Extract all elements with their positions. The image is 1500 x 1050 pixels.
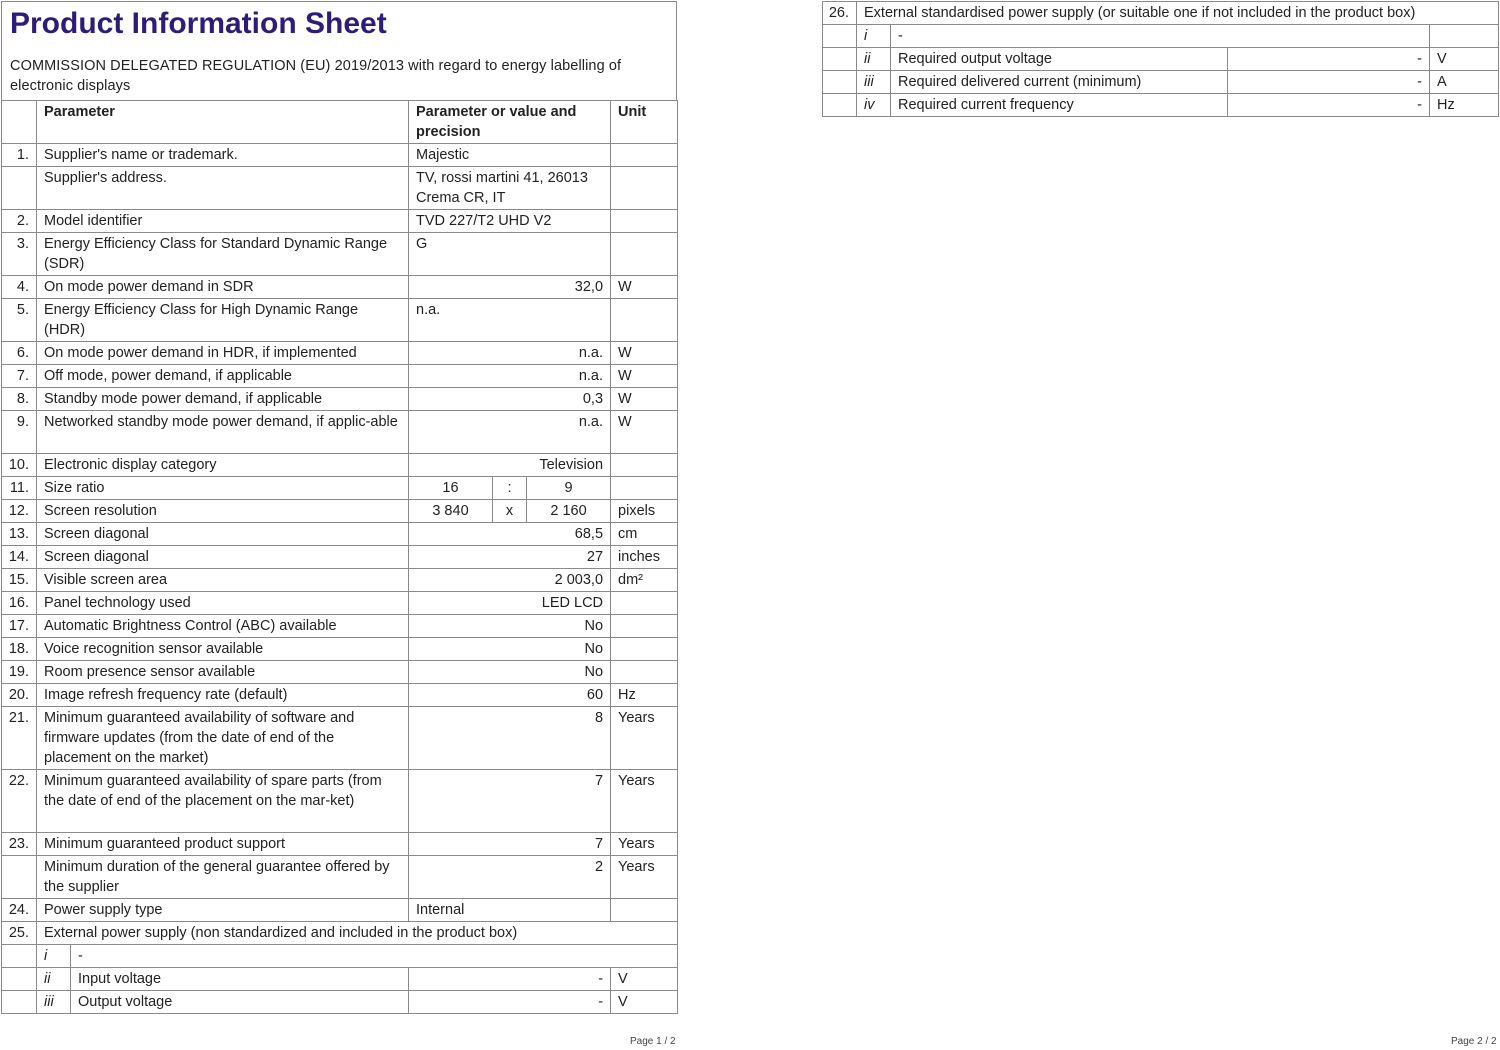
row-unit: V [611, 968, 678, 991]
row-number-blank [2, 991, 37, 1014]
row-number: 14. [2, 546, 37, 569]
sub-index: iii [857, 71, 891, 94]
row-value: - [1228, 48, 1430, 71]
row-unit: Years [611, 707, 678, 770]
table-row [2, 592, 678, 615]
row-number-blank [823, 94, 857, 117]
row-parameter: Visible screen area [37, 569, 409, 592]
row-value: Television [409, 454, 611, 477]
row-number: 18. [2, 638, 37, 661]
row-number: 22. [2, 770, 37, 833]
row-parameter: Room presence sensor available [37, 661, 409, 684]
row-unit: Years [611, 770, 678, 833]
sub-index: i [857, 25, 891, 48]
row-parameter: Energy Efficiency Class for High Dynamic Range (HDR) [37, 299, 409, 342]
row-unit: V [611, 991, 678, 1014]
row-parameter: Supplier's address. [37, 167, 409, 210]
row-parameter: On mode power demand in HDR, if implemented [37, 342, 409, 365]
table-row [2, 661, 678, 684]
row-unit [611, 299, 678, 342]
row-unit: W [611, 411, 678, 454]
row-unit [611, 899, 678, 922]
row-number: 16. [2, 592, 37, 615]
row-parameter: On mode power demand in SDR [37, 276, 409, 299]
row-value: - [409, 968, 611, 991]
row-parameter: Voice recognition sensor available [37, 638, 409, 661]
row-parameter: Image refresh frequency rate (default) [37, 684, 409, 707]
row-value: TV, rossi martini 41, 26013 Crema CR, IT [409, 167, 611, 210]
row-unit [611, 233, 678, 276]
row-parameter: Off mode, power demand, if applicable [37, 365, 409, 388]
row-value: TVD 227/T2 UHD V2 [409, 210, 611, 233]
table-subrow [823, 25, 1499, 48]
row-value: 32,0 [409, 276, 611, 299]
table-row [2, 454, 678, 477]
header-num [2, 101, 37, 144]
row-number: 25. [2, 922, 37, 945]
table-row [2, 276, 678, 299]
row-unit: W [611, 388, 678, 411]
row-unit: W [611, 365, 678, 388]
header-value: Parameter or value and precision [409, 101, 611, 144]
row-parameter: Panel technology used [37, 592, 409, 615]
resolution-separator: x [493, 500, 527, 523]
table-row [2, 388, 678, 411]
row-parameter: Required output voltage [891, 48, 1228, 71]
table-row [2, 569, 678, 592]
row-parameter: Required delivered current (minimum) [891, 71, 1228, 94]
table-subrow [823, 48, 1499, 71]
row-number: 20. [2, 684, 37, 707]
table-row [2, 638, 678, 661]
row-unit: inches [611, 546, 678, 569]
row-parameter: Electronic display category [37, 454, 409, 477]
row-parameter: Minimum guaranteed availability of spare parts (from the date of end of the placement on the mar-ket) [37, 770, 409, 833]
page-title: Product Information Sheet [10, 7, 387, 40]
row-number: 1. [2, 144, 37, 167]
row-parameter: Minimum guaranteed availability of software and firmware updates (from the date of end of the placement on the market) [37, 707, 409, 770]
page-2 [822, 1, 1498, 117]
row-unit [611, 167, 678, 210]
row-unit: Years [611, 833, 678, 856]
row-value: Majestic [409, 144, 611, 167]
row-number [2, 856, 37, 899]
row-value: G [409, 233, 611, 276]
row-parameter: Standby mode power demand, if applicable [37, 388, 409, 411]
header-unit: Unit [611, 101, 678, 144]
resolution-width: 3 840 [409, 500, 493, 523]
row-value: No [409, 661, 611, 684]
table-subrow [2, 968, 678, 991]
table-row [2, 500, 678, 523]
sub-index: iv [857, 94, 891, 117]
table-subrow [2, 991, 678, 1014]
header-parameter: Parameter [37, 101, 409, 144]
row-unit: dm² [611, 569, 678, 592]
row-number: 19. [2, 661, 37, 684]
row-parameter: Screen diagonal [37, 546, 409, 569]
page-number-2: Page 2 / 2 [1451, 1036, 1497, 1047]
table-row [2, 411, 678, 454]
row-value: 2 003,0 [409, 569, 611, 592]
page-number-1: Page 1 / 2 [630, 1036, 676, 1047]
ratio-height: 9 [527, 477, 611, 500]
sub-index: ii [37, 968, 71, 991]
row-parameter: - [891, 25, 1430, 48]
row-number: 8. [2, 388, 37, 411]
resolution-height: 2 160 [527, 500, 611, 523]
table-row [2, 922, 678, 945]
table-row [2, 833, 678, 856]
ratio-separator: : [493, 477, 527, 500]
row-value: No [409, 638, 611, 661]
table-row [2, 684, 678, 707]
row-unit: W [611, 342, 678, 365]
row-unit [611, 615, 678, 638]
table-row [2, 144, 678, 167]
table-row [2, 707, 678, 770]
product-info-table [1, 100, 678, 1014]
ratio-width: 16 [409, 477, 493, 500]
row-value: Internal [409, 899, 611, 922]
row-number: 5. [2, 299, 37, 342]
row-value: No [409, 615, 611, 638]
row-parameter: - [71, 945, 678, 968]
row-unit [611, 144, 678, 167]
row-parameter: Minimum duration of the general guarantee offered by the supplier [37, 856, 409, 899]
row-number: 2. [2, 210, 37, 233]
row-value: 7 [409, 770, 611, 833]
row-number: 17. [2, 615, 37, 638]
row-unit: A [1430, 71, 1499, 94]
row-value: LED LCD [409, 592, 611, 615]
row-value: - [1228, 94, 1430, 117]
row-parameter: Screen diagonal [37, 523, 409, 546]
row-number-blank [2, 968, 37, 991]
row-value: 0,3 [409, 388, 611, 411]
table-row [2, 210, 678, 233]
power-supply-table [822, 1, 1499, 117]
row-number: 15. [2, 569, 37, 592]
regulation-subtitle: COMMISSION DELEGATED REGULATION (EU) 2019/2013 with regard to energy labelling of electronic displays [10, 58, 622, 94]
page-1 [1, 1, 677, 1014]
row-unit [611, 661, 678, 684]
row-parameter: Size ratio [37, 477, 409, 500]
row-number: 6. [2, 342, 37, 365]
row-value: n.a. [409, 299, 611, 342]
row-parameter: Output voltage [71, 991, 409, 1014]
row-parameter: Networked standby mode power demand, if applic-able [37, 411, 409, 454]
sub-index: iii [37, 991, 71, 1014]
table-row [2, 167, 678, 210]
row-unit: W [611, 276, 678, 299]
table-row [2, 233, 678, 276]
table-row [2, 365, 678, 388]
table-subrow [823, 94, 1499, 117]
row-number: 24. [2, 899, 37, 922]
table-row [2, 523, 678, 546]
row-unit: Hz [1430, 94, 1499, 117]
table-row [2, 899, 678, 922]
row-value: 7 [409, 833, 611, 856]
table-row [2, 299, 678, 342]
row-number: 7. [2, 365, 37, 388]
table-subrow [823, 71, 1499, 94]
row-value: n.a. [409, 342, 611, 365]
row-unit [611, 210, 678, 233]
row-number: 11. [2, 477, 37, 500]
row-value: 2 [409, 856, 611, 899]
table-row [2, 342, 678, 365]
row-unit: Hz [611, 684, 678, 707]
row-parameter: External standardised power supply (or suitable one if not included in the product box) [857, 2, 1499, 25]
row-parameter: Screen resolution [37, 500, 409, 523]
row-parameter: Required current frequency [891, 94, 1228, 117]
sub-index: ii [857, 48, 891, 71]
row-number: 26. [823, 2, 857, 25]
row-unit: cm [611, 523, 678, 546]
row-parameter: Input voltage [71, 968, 409, 991]
row-value: n.a. [409, 365, 611, 388]
row-number: 4. [2, 276, 37, 299]
row-value: n.a. [409, 411, 611, 454]
row-number: 21. [2, 707, 37, 770]
row-unit [611, 477, 678, 500]
sheet-header [1, 1, 677, 100]
table-row [2, 546, 678, 569]
row-value: 60 [409, 684, 611, 707]
row-parameter: Model identifier [37, 210, 409, 233]
row-number: 12. [2, 500, 37, 523]
table-row [2, 615, 678, 638]
row-number [2, 167, 37, 210]
row-number: 9. [2, 411, 37, 454]
table-row [2, 856, 678, 899]
row-value: 8 [409, 707, 611, 770]
row-value: 68,5 [409, 523, 611, 546]
table-header-row [2, 101, 678, 144]
row-number-blank [823, 48, 857, 71]
row-unit [611, 454, 678, 477]
row-parameter: Energy Efficiency Class for Standard Dynamic Range (SDR) [37, 233, 409, 276]
row-unit [611, 638, 678, 661]
row-value: - [1228, 71, 1430, 94]
table-subrow [2, 945, 678, 968]
row-unit: V [1430, 48, 1499, 71]
row-unit: Years [611, 856, 678, 899]
row-parameter: Power supply type [37, 899, 409, 922]
row-parameter: Automatic Brightness Control (ABC) available [37, 615, 409, 638]
row-parameter: Supplier's name or trademark. [37, 144, 409, 167]
row-value: 27 [409, 546, 611, 569]
row-parameter: Minimum guaranteed product support [37, 833, 409, 856]
row-unit [611, 592, 678, 615]
table-row [823, 2, 1499, 25]
row-number: 3. [2, 233, 37, 276]
row-number: 10. [2, 454, 37, 477]
row-number-blank [823, 71, 857, 94]
row-number: 13. [2, 523, 37, 546]
row-unit: pixels [611, 500, 678, 523]
row-number: 23. [2, 833, 37, 856]
row-parameter: External power supply (non standardized and included in the product box) [37, 922, 678, 945]
row-value: - [409, 991, 611, 1014]
table-row [2, 770, 678, 833]
row-unit-blank [1430, 25, 1499, 48]
table-row [2, 477, 678, 500]
row-number-blank [2, 945, 37, 968]
row-number-blank [823, 25, 857, 48]
sub-index: i [37, 945, 71, 968]
